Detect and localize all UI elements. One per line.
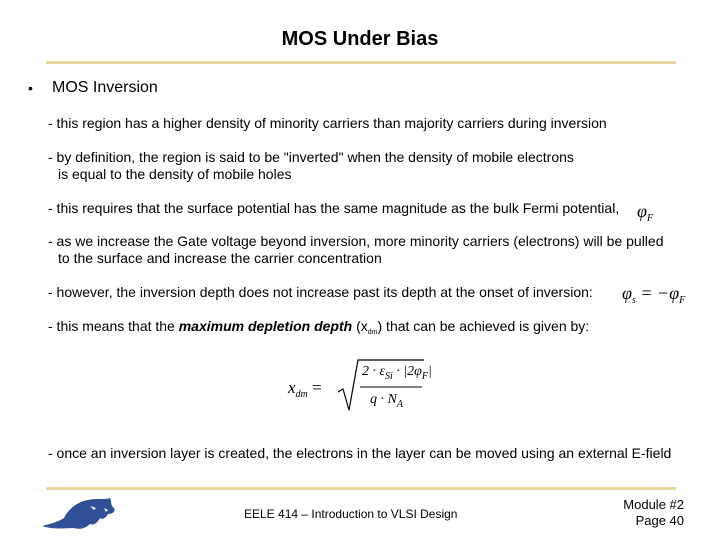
footer-divider xyxy=(46,487,676,490)
bullet-marker: • xyxy=(28,80,33,96)
xdm-num-sub2: F xyxy=(421,371,429,382)
xdm-num-c: | xyxy=(428,364,432,379)
footer-course-title: EELE 414 – Introduction to VLSI Design xyxy=(244,507,458,521)
phi-s-subscript: s xyxy=(631,295,636,306)
equation-phi-s xyxy=(622,283,685,306)
phi-s-rhs-subscript: F xyxy=(679,295,686,306)
paragraph-6-post: ) that can be achieved is given by: xyxy=(377,318,590,334)
xdm-subscript: dm xyxy=(295,389,308,400)
section-heading: MOS Inversion xyxy=(52,79,158,96)
paragraph-5: - however, the inversion depth does not increase past its depth at the onset of inversion: xyxy=(48,284,593,300)
paragraph-2-line-1: - by definition, the region is said to be "inverted" when the density of mobile electrons xyxy=(48,149,574,165)
paragraph-2-line-2: is equal to the density of mobile holes xyxy=(58,166,292,182)
xdm-den-a: q · N xyxy=(370,392,397,407)
footer-module: Module #2 xyxy=(623,497,684,512)
paragraph-4-line-2: to the surface and increase the carrier concentration xyxy=(58,250,382,266)
equation-phi-f xyxy=(637,201,653,224)
paragraph-2 xyxy=(48,149,574,183)
paragraph-6-sub: dm xyxy=(367,329,378,336)
phi-f-subscript: F xyxy=(646,213,654,224)
phi-f-symbol: φ xyxy=(637,201,647,221)
xdm-num-sub: Si xyxy=(385,371,393,382)
paragraph-6 xyxy=(48,318,589,341)
title-divider xyxy=(46,61,676,64)
phi-s-symbol: φ xyxy=(622,283,632,303)
equation-xdm-denominator xyxy=(370,392,403,410)
paragraph-4 xyxy=(48,233,664,267)
paragraph-3: - this requires that the surface potential has the same magnitude as the bulk Fermi potential, xyxy=(48,200,620,216)
slide-title: MOS Under Bias xyxy=(281,28,439,50)
paragraph-6-pre: - this means that the xyxy=(48,318,179,334)
equation-xdm-lhs xyxy=(288,378,322,400)
xdm-num-a: 2 · ε xyxy=(362,364,386,379)
paragraph-7: - once an inversion layer is created, the electrons in the layer can be moved using an external E-field xyxy=(48,445,672,461)
xdm-equals: = xyxy=(312,378,322,397)
equation-xdm-numerator xyxy=(362,364,432,382)
paragraph-1: - this region has a higher density of minority carriers than majority carriers during inversion xyxy=(48,115,607,131)
xdm-den-sub: A xyxy=(396,399,403,410)
phi-s-rhs: = −φ xyxy=(640,283,680,303)
xdm-num-b: · |2φ xyxy=(392,364,422,379)
footer-page-number: Page 40 xyxy=(635,513,684,528)
xdm-symbol: x xyxy=(288,378,296,397)
paragraph-6-mid: (x xyxy=(352,318,368,334)
max-depletion-depth-term: maximum depletion depth xyxy=(178,318,353,334)
footer-page-info xyxy=(623,497,684,529)
paragraph-4-line-1: - as we increase the Gate voltage beyond inversion, more minority carriers (electrons) will be pulled xyxy=(48,233,664,249)
bobcat-logo-icon xyxy=(40,496,118,532)
